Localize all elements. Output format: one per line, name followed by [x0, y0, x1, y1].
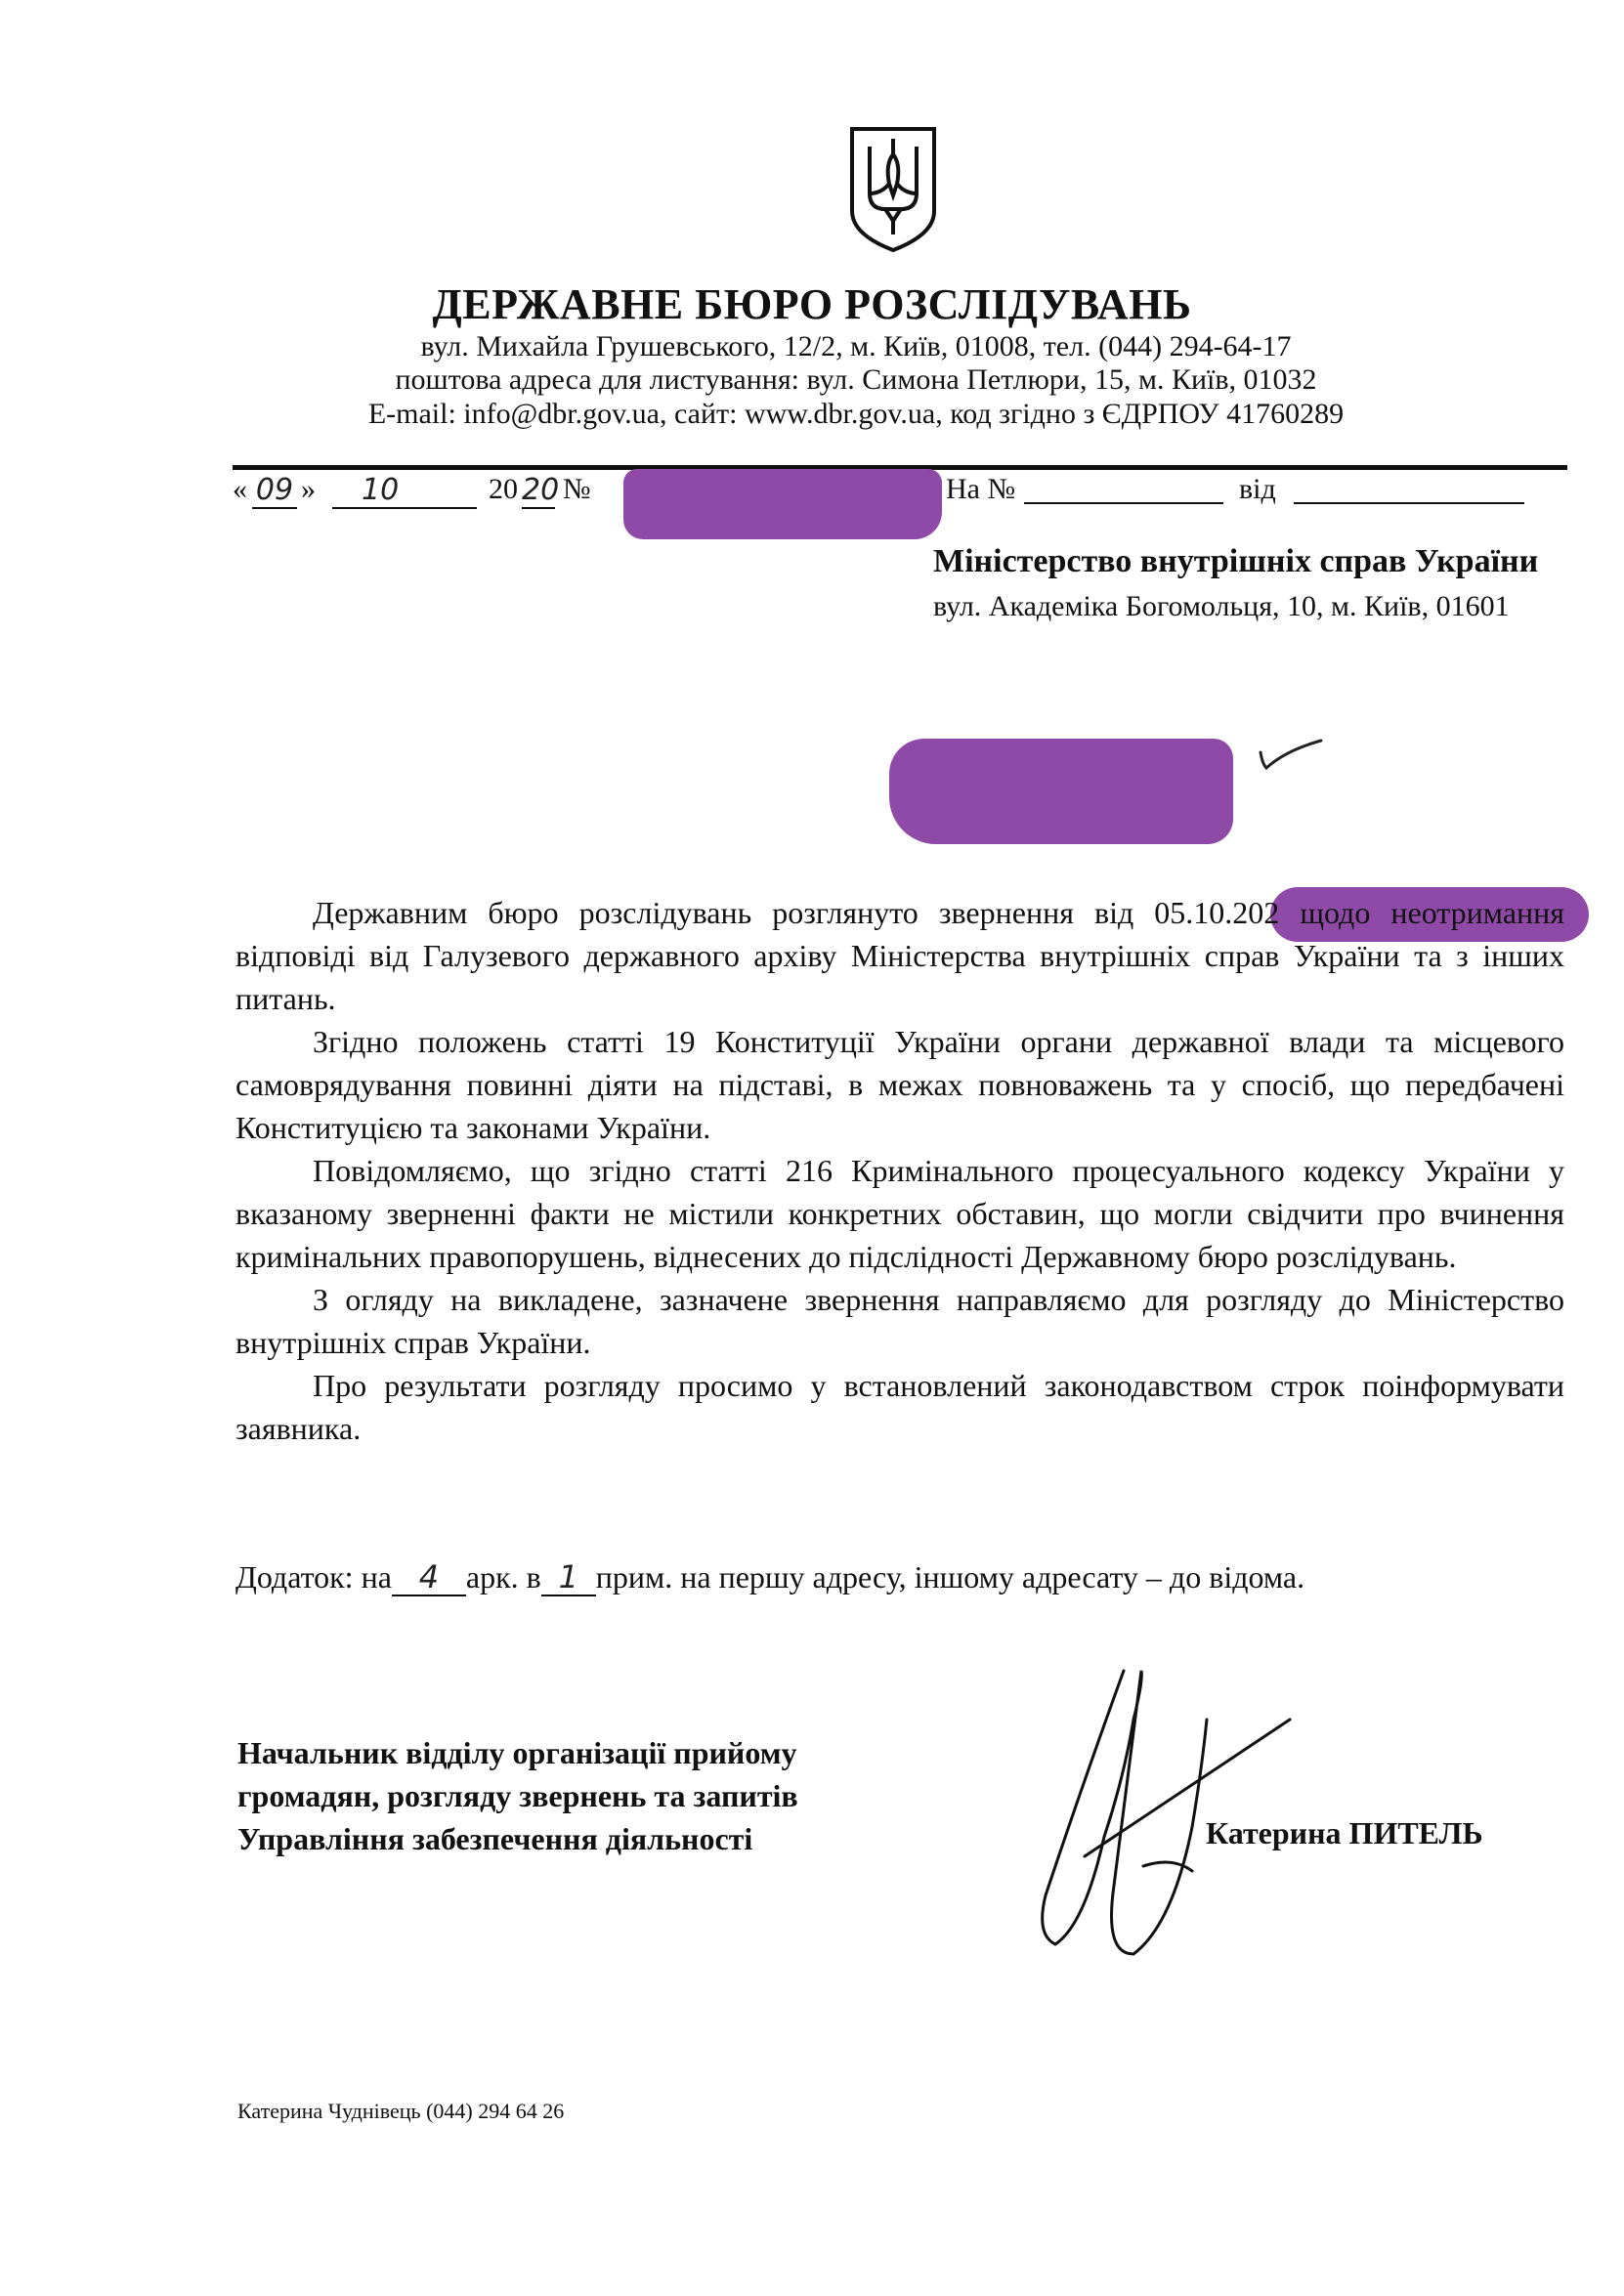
- signer-title-line-1: Начальник відділу організації прийому: [237, 1735, 797, 1770]
- reg-month: 10: [332, 473, 477, 509]
- paragraph-1: Державним бюро розслідувань розглянуто звернення від 05.10.202 щодо неотримання відповіді від Галузевого державного архіву Міністерства внутрішніх справ України та з інших питань.: [235, 895, 1564, 1016]
- signer-title: [237, 1731, 798, 1860]
- signer-name: Катерина ПИТЕЛЬ: [1206, 1815, 1483, 1850]
- reg-day: 09: [252, 473, 297, 509]
- organization-name: ДЕРЖАВНЕ БЮРО РОЗСЛІДУВАНЬ: [432, 280, 1192, 328]
- redacted-registration-number: [623, 469, 942, 539]
- redacted-applicant-block: [889, 739, 1233, 844]
- attachment-line: [235, 1559, 1564, 1596]
- letter-body: [235, 891, 1564, 1450]
- recipient-address: вул. Академіка Богомольця, 10, м. Київ, 01601: [933, 590, 1510, 622]
- paragraph-3: Повідомляємо, що згідно статті 216 Кримінального процесуального кодексу України у вказаному зверненні факти не містили конкретних обставин, що могли свідчити про вчинення кримінальних правопорушень, віднесених до підслідності Державному бюро розслідувань.: [235, 1153, 1564, 1274]
- paragraph-5: Про результати розгляду просимо у встановлений законодавством строк поінформувати заявника.: [235, 1368, 1564, 1446]
- address-line-3: E-mail: info@dbr.gov.ua, сайт: www.dbr.gov.ua, код згідно з ЄДРПОУ 41760289: [367, 398, 1345, 430]
- signer-title-line-3: Управління забезпечення діяльності: [237, 1821, 753, 1856]
- reg-year-suffix: 20: [522, 473, 560, 507]
- ref-number-blank: [1024, 473, 1223, 504]
- attachment-rest: прим. на першу адресу, іншому адресату – до відома.: [595, 1559, 1305, 1594]
- ref-date-blank: [1294, 473, 1524, 504]
- reg-year-prefix: 20: [489, 473, 518, 505]
- recipient-block: [933, 541, 1578, 625]
- attachment-sheets: 4: [392, 1563, 466, 1596]
- attachment-copies: 1: [541, 1563, 596, 1596]
- executor-contact: Катерина Чуднівець (044) 294 64 26: [237, 2099, 565, 2123]
- paragraph-2: Згідно положень статті 19 Конституції України органи державної влади та місцевого самоврядування повинні діяти на підставі, в межах повноважень та у спосіб, що передбачені Конституцією та законами України.: [235, 1024, 1564, 1145]
- trident-emblem-icon: [846, 125, 940, 254]
- paragraph-4: З огляду на викладене, зазначене звернення направляємо для розгляду до Міністерство внутрішніх справ України.: [235, 1282, 1564, 1360]
- address-line-2: поштова адреса для листування: вул. Симона Петлюри, 15, м. Київ, 01032: [395, 363, 1317, 396]
- address-line-1: вул. Михайла Грушевського, 12/2, м. Київ, 01008, тел. (044) 294-64-17: [420, 330, 1292, 362]
- ref-date-label: від: [1239, 473, 1276, 505]
- signer-title-line-2: громадян, розгляду звернень та запитів: [237, 1778, 798, 1813]
- quote-open: «: [233, 473, 247, 505]
- attachment-label: Додаток: на: [235, 1559, 392, 1594]
- reg-number-label: №: [563, 473, 591, 505]
- ref-number-label: На №: [946, 473, 1016, 505]
- attachment-sheets-label: арк. в: [465, 1559, 541, 1594]
- checkmark-icon: [1257, 735, 1325, 774]
- quote-close: »: [301, 473, 316, 505]
- recipient-name: Міністерство внутрішніх справ України: [933, 543, 1539, 579]
